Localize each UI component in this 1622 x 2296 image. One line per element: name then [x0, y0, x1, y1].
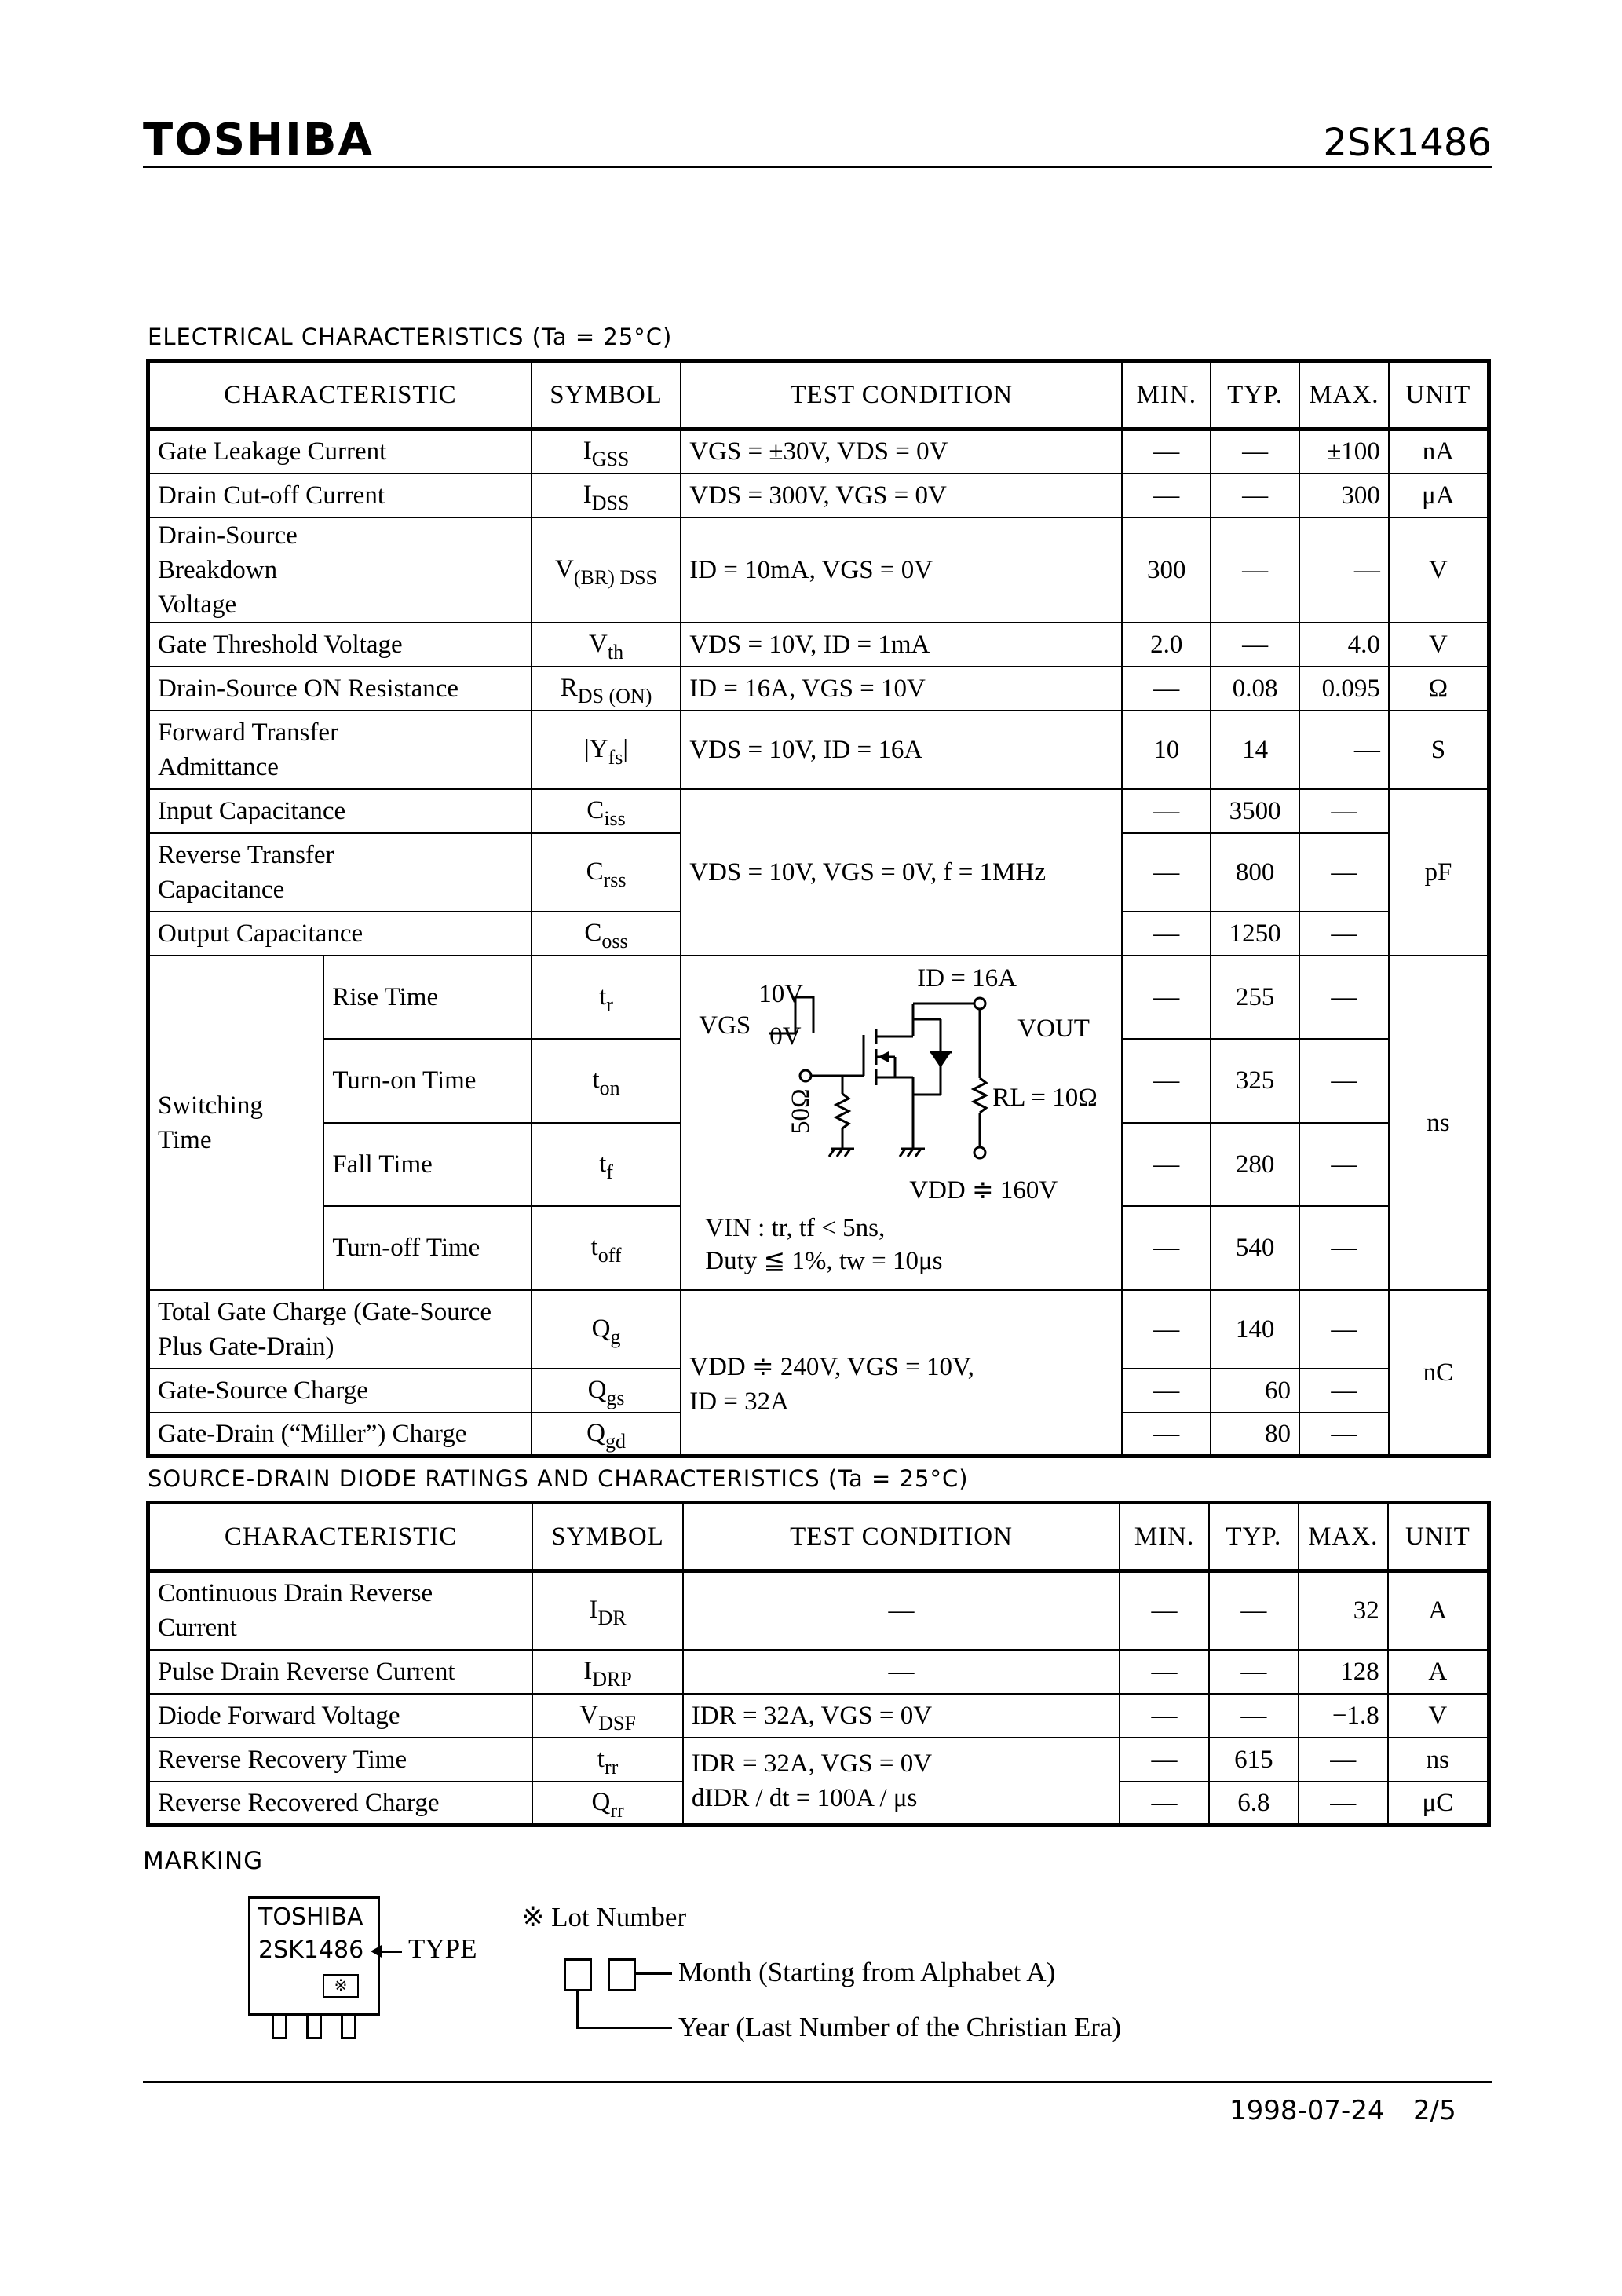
- symbol-cell: $R_{DS (ON)}$: [532, 667, 681, 711]
- diode-section-title: SOURCE-DRAIN DIODE RATINGS AND CHARACTERISTICS (Ta = 25°C): [148, 1465, 969, 1492]
- circuit-id-label: ID = 16A: [917, 963, 1017, 993]
- max-cell: —: [1299, 1123, 1389, 1207]
- circuit-vout-label: VOUT: [1017, 1014, 1090, 1043]
- header-rule: [143, 166, 1492, 168]
- col-header: SYMBOL: [532, 1503, 683, 1571]
- max-cell: —: [1299, 517, 1389, 623]
- typ-cell: 255: [1211, 956, 1299, 1040]
- symbol-cell: $I_{DR}$: [532, 1571, 683, 1650]
- typ-cell: —: [1211, 623, 1299, 667]
- table-row: [148, 623, 1489, 667]
- symbol-cell: $C_{oss}$: [532, 912, 681, 956]
- symbol-cell: $V_{DSF}$: [532, 1694, 683, 1738]
- symbol-cell: $t_{on}$: [532, 1039, 681, 1123]
- circuit-50ohm-label: 50Ω: [787, 1088, 816, 1134]
- max-cell: 32: [1299, 1571, 1388, 1650]
- col-header: TEST CONDITION: [681, 361, 1122, 430]
- symbol-cell: $I_{DRP}$: [532, 1650, 683, 1694]
- month-leader-line: [636, 1972, 672, 1975]
- table-row: [148, 1571, 1489, 1650]
- max-cell: —: [1299, 912, 1389, 956]
- typ-cell: 80: [1211, 1413, 1299, 1457]
- col-header: CHARACTERISTIC: [148, 361, 532, 430]
- col-header: CHARACTERISTIC: [148, 1503, 533, 1571]
- min-cell: —: [1122, 1369, 1211, 1413]
- switching-name-cell: Turn-off Time: [323, 1206, 532, 1290]
- characteristic-cell: Pulse Drain Reverse Current: [148, 1650, 533, 1694]
- symbol-cell: $t_{off}$: [532, 1206, 681, 1290]
- typ-cell: 1250: [1211, 912, 1299, 956]
- symbol-cell: $I_{GSS}$: [532, 430, 681, 473]
- table-row: [148, 1290, 1489, 1369]
- symbol-cell: $C_{iss}$: [532, 789, 681, 833]
- package-outline: [248, 1896, 380, 2016]
- table-row: [148, 517, 1489, 623]
- switching-group-cell: Switching Time: [148, 956, 324, 1290]
- min-cell: —: [1122, 1123, 1211, 1207]
- typ-cell: 140: [1211, 1290, 1299, 1369]
- col-header: MIN.: [1120, 1503, 1209, 1571]
- typ-cell: —: [1209, 1694, 1299, 1738]
- min-cell: —: [1122, 833, 1211, 912]
- min-cell: —: [1122, 1206, 1211, 1290]
- min-cell: —: [1120, 1650, 1209, 1694]
- table-row: [148, 956, 1489, 1040]
- symbol-cell: $V_{(BR) DSS}$: [532, 517, 681, 623]
- min-cell: —: [1122, 956, 1211, 1040]
- characteristic-cell: Gate Threshold Voltage: [148, 623, 532, 667]
- switching-test-circuit: [681, 956, 1122, 1290]
- typ-cell: —: [1209, 1571, 1299, 1650]
- col-header: MAX.: [1299, 361, 1389, 430]
- package-brand: TOSHIBA: [258, 1903, 363, 1931]
- switching-name-cell: Turn-on Time: [323, 1039, 532, 1123]
- typ-cell: 325: [1211, 1039, 1299, 1123]
- electrical-section-title: ELECTRICAL CHARACTERISTICS (Ta = 25°C): [148, 324, 673, 350]
- min-cell: —: [1120, 1782, 1209, 1826]
- typ-cell: 0.08: [1211, 667, 1299, 711]
- electrical-table: [146, 359, 1491, 1458]
- unit-cell: μC: [1388, 1782, 1489, 1826]
- unit-cell: nC: [1389, 1290, 1489, 1457]
- characteristic-cell: Reverse Transfer Capacitance: [148, 833, 532, 912]
- symbol-cell: $I_{DSS}$: [532, 473, 681, 517]
- symbol-cell: $t_{rr}$: [532, 1738, 683, 1782]
- table-row: [148, 711, 1489, 789]
- max-cell: —: [1299, 1413, 1389, 1457]
- characteristic-cell: Drain Cut-off Current: [148, 473, 532, 517]
- min-cell: —: [1122, 667, 1211, 711]
- typ-cell: 540: [1211, 1206, 1299, 1290]
- table-row: [148, 430, 1489, 473]
- recovery-condition-cell: IDR = 32A, VGS = 0V dIDR / dt = 100A / μs: [683, 1738, 1120, 1826]
- min-cell: —: [1122, 1413, 1211, 1457]
- min-cell: —: [1122, 789, 1211, 833]
- gate-charge-condition-cell: VDD ≑ 240V, VGS = 10V, ID = 32A: [681, 1290, 1122, 1457]
- characteristic-cell: Reverse Recovery Time: [148, 1738, 533, 1782]
- condition-cell: —: [683, 1571, 1120, 1650]
- typ-cell: —: [1211, 473, 1299, 517]
- table-header-row: [148, 361, 1489, 430]
- table-row: [148, 789, 1489, 833]
- package-pin: [341, 2013, 356, 2039]
- max-cell: 300: [1299, 473, 1389, 517]
- characteristic-cell: Gate-Drain (“Miller”) Charge: [148, 1413, 532, 1457]
- characteristic-cell: Total Gate Charge (Gate-Source Plus Gate-Drain): [148, 1290, 532, 1369]
- year-label: Year (Last Number of the Christian Era): [678, 2012, 1122, 2042]
- col-header: MIN.: [1122, 361, 1211, 430]
- year-leader-vertical: [576, 1989, 579, 2028]
- unit-cell: pF: [1389, 789, 1489, 956]
- unit-cell: S: [1389, 711, 1489, 789]
- circuit-vgs-label: VGS: [699, 1011, 751, 1040]
- table-row: [148, 473, 1489, 517]
- max-cell: 4.0: [1299, 623, 1389, 667]
- min-cell: —: [1122, 912, 1211, 956]
- unit-cell: ns: [1388, 1738, 1489, 1782]
- condition-cell: —: [683, 1650, 1120, 1694]
- characteristic-cell: Output Capacitance: [148, 912, 532, 956]
- month-box: [564, 1958, 592, 1991]
- diode-table: [146, 1501, 1491, 1827]
- unit-cell: V: [1389, 517, 1489, 623]
- characteristic-cell: Gate Leakage Current: [148, 430, 532, 473]
- col-header: UNIT: [1389, 361, 1489, 430]
- circuit-vdd-label: VDD ≑ 160V: [909, 1175, 1058, 1205]
- unit-cell: A: [1388, 1650, 1489, 1694]
- table-row: [148, 1738, 1489, 1782]
- col-header: MAX.: [1299, 1503, 1388, 1571]
- symbol-cell: $Q_g$: [532, 1290, 681, 1369]
- symbol-cell: $Q_{gs}$: [532, 1369, 681, 1413]
- min-cell: 10: [1122, 711, 1211, 789]
- max-cell: —: [1299, 1738, 1388, 1782]
- year-leader-line: [576, 2027, 672, 2029]
- package-pin: [272, 2013, 287, 2039]
- col-header: TEST CONDITION: [683, 1503, 1120, 1571]
- footer-rule: [143, 2081, 1492, 2083]
- max-cell: —: [1299, 1206, 1389, 1290]
- characteristic-cell: Reverse Recovered Charge: [148, 1782, 533, 1826]
- table-row: [148, 667, 1489, 711]
- symbol-cell: $Q_{gd}$: [532, 1413, 681, 1457]
- min-cell: —: [1120, 1571, 1209, 1650]
- typ-cell: 800: [1211, 833, 1299, 912]
- unit-cell: A: [1388, 1571, 1489, 1650]
- col-header: UNIT: [1388, 1503, 1489, 1571]
- unit-cell: μA: [1389, 473, 1489, 517]
- circuit-rl-label: RL = 10Ω: [992, 1083, 1098, 1112]
- symbol-cell: $C_{rss}$: [532, 833, 681, 912]
- characteristic-cell: Continuous Drain Reverse Current: [148, 1571, 533, 1650]
- min-cell: —: [1122, 473, 1211, 517]
- condition-cell: VDS = 10V, ID = 1mA: [681, 623, 1122, 667]
- typ-cell: 14: [1211, 711, 1299, 789]
- footer-page-number: 2/5: [1413, 2095, 1456, 2126]
- type-arrow-head: [371, 1945, 382, 1958]
- min-cell: 2.0: [1122, 623, 1211, 667]
- table-row: [148, 1694, 1489, 1738]
- max-cell: —: [1299, 1369, 1389, 1413]
- circuit-10v-label: 10V: [758, 979, 804, 1008]
- max-cell: ±100: [1299, 430, 1389, 473]
- lot-number-label: ※ Lot Number: [521, 1902, 687, 1932]
- package-part-number: 2SK1486: [258, 1936, 364, 1964]
- month-label: Month (Starting from Alphabet A): [678, 1957, 1056, 1987]
- symbol-cell: $|Y_{fs}|$: [532, 711, 681, 789]
- unit-cell: V: [1389, 623, 1489, 667]
- col-header: TYP.: [1209, 1503, 1299, 1571]
- typ-cell: —: [1211, 517, 1299, 623]
- capacitance-condition-cell: VDS = 10V, VGS = 0V, f = 1MHz: [681, 789, 1122, 956]
- typ-cell: 6.8: [1209, 1782, 1299, 1826]
- min-cell: —: [1120, 1694, 1209, 1738]
- package-pin: [306, 2013, 322, 2039]
- typ-cell: —: [1209, 1650, 1299, 1694]
- part-number: 2SK1486: [1323, 121, 1492, 165]
- symbol-cell: $t_f$: [532, 1123, 681, 1207]
- typ-cell: 615: [1209, 1738, 1299, 1782]
- max-cell: —: [1299, 1782, 1388, 1826]
- min-cell: —: [1122, 1290, 1211, 1369]
- condition-cell: ID = 16A, VGS = 10V: [681, 667, 1122, 711]
- unit-cell: V: [1388, 1694, 1489, 1738]
- max-cell: 0.095: [1299, 667, 1389, 711]
- switching-name-cell: Fall Time: [323, 1123, 532, 1207]
- brand-logo: TOSHIBA: [143, 115, 374, 166]
- characteristic-cell: Drain-Source Breakdown Voltage: [148, 517, 532, 623]
- max-cell: —: [1299, 711, 1389, 789]
- characteristic-cell: Gate-Source Charge: [148, 1369, 532, 1413]
- condition-cell: VDS = 300V, VGS = 0V: [681, 473, 1122, 517]
- switching-name-cell: Rise Time: [323, 956, 532, 1040]
- circuit-0v-label: 0V: [769, 1022, 802, 1051]
- condition-cell: VGS = ±30V, VDS = 0V: [681, 430, 1122, 473]
- typ-cell: 280: [1211, 1123, 1299, 1207]
- characteristic-cell: Forward Transfer Admittance: [148, 711, 532, 789]
- max-cell: —: [1299, 956, 1389, 1040]
- circuit-note-2: Duty ≦ 1%, tw = 10μs: [705, 1246, 943, 1275]
- min-cell: 300: [1122, 517, 1211, 623]
- col-header: SYMBOL: [532, 361, 681, 430]
- typ-cell: —: [1211, 430, 1299, 473]
- max-cell: —: [1299, 1039, 1389, 1123]
- table-header-row: [148, 1503, 1489, 1571]
- characteristic-cell: Diode Forward Voltage: [148, 1694, 533, 1738]
- symbol-cell: $t_r$: [532, 956, 681, 1040]
- min-cell: —: [1122, 1039, 1211, 1123]
- characteristic-cell: Drain-Source ON Resistance: [148, 667, 532, 711]
- table-row: [148, 1650, 1489, 1694]
- condition-cell: IDR = 32A, VGS = 0V: [683, 1694, 1120, 1738]
- unit-cell: nA: [1389, 430, 1489, 473]
- package-lot-box: ※: [323, 1974, 359, 1998]
- symbol-cell: $Q_{rr}$: [532, 1782, 683, 1826]
- footer-date: 1998-07-24: [1229, 2095, 1385, 2126]
- unit-cell: Ω: [1389, 667, 1489, 711]
- max-cell: —: [1299, 833, 1389, 912]
- year-box: [608, 1958, 636, 1991]
- typ-cell: 60: [1211, 1369, 1299, 1413]
- min-cell: —: [1120, 1738, 1209, 1782]
- max-cell: —: [1299, 1290, 1389, 1369]
- condition-cell: VDS = 10V, ID = 16A: [681, 711, 1122, 789]
- min-cell: —: [1122, 430, 1211, 473]
- type-label: TYPE: [408, 1933, 477, 1964]
- marking-title: MARKING: [143, 1847, 264, 1875]
- unit-cell: ns: [1389, 956, 1489, 1290]
- max-cell: 128: [1299, 1650, 1388, 1694]
- max-cell: −1.8: [1299, 1694, 1388, 1738]
- symbol-cell: $V_{th}$: [532, 623, 681, 667]
- max-cell: —: [1299, 789, 1389, 833]
- circuit-note-1: VIN : tr, tf < 5ns,: [705, 1213, 886, 1242]
- characteristic-cell: Input Capacitance: [148, 789, 532, 833]
- condition-cell: ID = 10mA, VGS = 0V: [681, 517, 1122, 623]
- col-header: TYP.: [1211, 361, 1299, 430]
- typ-cell: 3500: [1211, 789, 1299, 833]
